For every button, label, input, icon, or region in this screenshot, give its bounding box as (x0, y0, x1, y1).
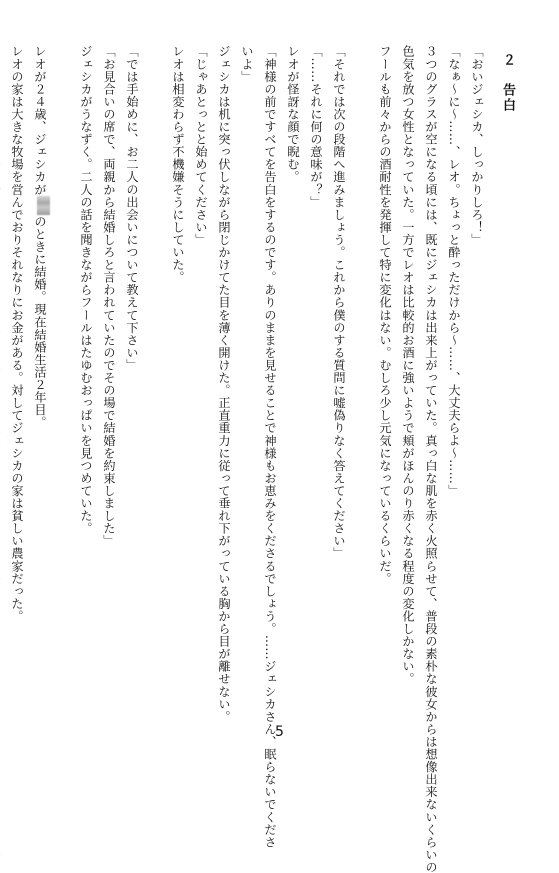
text-line: ３つのグラスが空になる頃には、既にジェシカは出来上がっていた。真っ白な肌を赤く火照らせて、普段の素朴な彼女からは想像出来ないくらいの (424, 45, 438, 873)
age-line (28, 45, 51, 725)
text-line: ジェシカは机に突っ伏しながら閉じかけてた目を薄く開けた。正直重力に従って垂れ下がっている胸から目が離せない。 (217, 45, 231, 723)
text-line: 「じゃあとっとと始めてください」 (194, 45, 208, 246)
text-line: 「……それに何の意味が？」 (309, 45, 323, 209)
text-line: レオは相変わらず不機嫌そうにしていた。 (171, 45, 185, 284)
age-line-suffix: のときに結婚。現在結婚生活２年目。 (33, 215, 47, 429)
text-line: 「お見合いの席で、両親から結婚しろと言われていたのでその場で結婚を約束しました」 (102, 45, 116, 547)
age-line-prefix: レオが２４歳、ジェシカが (33, 45, 47, 196)
text-line: 色気を放つ女性となっていた。一方でレオは比較的お酒に強いようで頬がほんのり赤くなる程度の変化しかない。 (401, 45, 415, 686)
blank-line (350, 45, 373, 725)
text-line: 「では手始めに、お二人の出会いについて教えて下さい」 (125, 45, 139, 372)
text-line: ジェシカがうなずく。二人の話を聞きながらフールはたゆむおっぱいを見つめていた。 (79, 45, 93, 535)
text-line: フールも前々からの酒耐性を発揮して特に変化はない。むしろ少し元気になっているくらいだ。 (378, 45, 392, 585)
text-line: レオが怪訝な顔で睨む。 (286, 45, 300, 184)
text-line: 「なぁ～に～……、レオ。ちょっと酔っただけから～……、大丈夫らよ～……」 (447, 45, 461, 497)
text-line: いよ」 (240, 45, 254, 83)
chapter-title: ２ 告白 (500, 53, 515, 113)
blank-line (143, 45, 166, 725)
text-line: 「おいジェシカ、しっかりしろ！」 (470, 45, 484, 246)
text-line: 「それでは次の段階へ進みましょう。これから僕のする質問に嘘偽りなく答えてください」 (332, 45, 346, 560)
blank-line (51, 45, 74, 725)
censored-mosaic (37, 196, 49, 216)
page-number: 5 (275, 724, 284, 740)
vertical-text-body (10, 45, 519, 873)
text-line: レオの家は大きな牧場を営んでおりそれなりにお金がある。対してジェシカの家は貧しい農家だった。 (10, 45, 24, 623)
text-line: 「神様の前ですべてを告白をするのです。ありのままを見せることで神様もお恵みをくださるでしょう。……ジェシカさん、眠らないでくださ (263, 45, 277, 849)
text-line (0, 45, 5, 725)
